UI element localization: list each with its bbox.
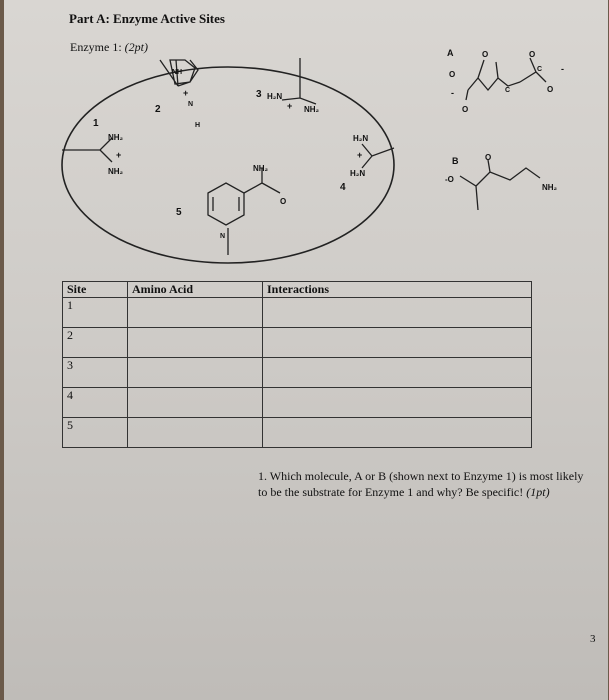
site5-oxygen: O	[280, 197, 287, 206]
site1-number: 1	[93, 118, 99, 129]
page-title: Part A: Enzyme Active Sites	[69, 11, 225, 26]
molecule-a-carbon-2: C	[537, 66, 543, 73]
site-number-cell: 5	[63, 418, 128, 448]
enzyme-diagram	[0, 0, 609, 280]
site4-top-amine: H₂N	[353, 134, 369, 143]
table-header-row	[63, 282, 532, 298]
site2-nh: NH	[172, 69, 183, 76]
interactions-cell[interactable]	[263, 418, 532, 448]
enzyme-points: (2pt)	[124, 40, 148, 54]
molecule-b-oxygen: O	[485, 153, 492, 162]
amino-acid-cell[interactable]	[128, 388, 263, 418]
site2-charge: +	[183, 88, 189, 98]
molecule-a-oxygen-3: O	[462, 105, 469, 114]
molecule-a-charge-2: -	[561, 64, 564, 74]
site-number-cell: 3	[63, 358, 128, 388]
header-amino-acid: Amino Acid	[128, 282, 263, 298]
site4-charge: +	[357, 150, 363, 160]
site2-number: 2	[155, 104, 161, 115]
amino-acid-cell[interactable]	[128, 418, 263, 448]
amino-acid-cell[interactable]	[128, 358, 263, 388]
site-number-cell: 1	[63, 298, 128, 328]
interactions-cell[interactable]	[263, 328, 532, 358]
amino-acid-cell[interactable]	[128, 328, 263, 358]
header-interactions: Interactions	[263, 282, 532, 298]
site3-number: 3	[256, 89, 262, 100]
site5-amide-nh2: NH₂	[253, 164, 269, 173]
table-row	[63, 328, 532, 358]
site3-charge: +	[287, 101, 293, 111]
table-row	[63, 298, 532, 328]
molecule-a-carbon-1: C	[505, 87, 511, 94]
table-row	[63, 388, 532, 418]
site-number-cell: 4	[63, 388, 128, 418]
molecule-b-amine: NH₂	[542, 183, 558, 192]
site4-bottom-amine: H₂N	[350, 169, 366, 178]
question-text	[258, 468, 588, 500]
molecule-a-oxygen-4: O	[529, 50, 536, 59]
site5-number: 5	[176, 207, 182, 218]
site2-n: N	[188, 101, 194, 108]
sites-table	[62, 281, 532, 448]
page-number: 3	[590, 633, 596, 645]
question-body: 1. Which molecule, A or B (shown next to Enzyme 1) is most likely to be the substrate for Enzyme 1 and why? Be specific!	[258, 469, 584, 499]
molecule-a-oxygen-5: O	[547, 85, 554, 94]
amino-acid-cell[interactable]	[128, 298, 263, 328]
table-row	[63, 418, 532, 448]
question-points: (1pt)	[526, 485, 550, 499]
site4-number: 4	[340, 182, 346, 193]
molecule-b-carboxylate: -O	[445, 175, 454, 184]
molecule-a-oxygen-1: O	[449, 70, 456, 79]
site1-charge: +	[116, 150, 122, 160]
site-number-cell: 2	[63, 328, 128, 358]
molecule-a-oxygen-2: O	[482, 50, 489, 59]
site2-h: H	[195, 122, 201, 129]
interactions-cell[interactable]	[263, 388, 532, 418]
header-site: Site	[63, 282, 128, 298]
molecule-a-label: A	[447, 48, 454, 58]
interactions-cell[interactable]	[263, 298, 532, 328]
site3-left-amine: H₂N	[267, 92, 283, 101]
site5-nitrogen: N	[220, 233, 226, 240]
site3-right-amine: NH₂	[304, 105, 320, 114]
site1-top-amine: NH₂	[108, 133, 124, 142]
site1-bottom-amine: NH₂	[108, 167, 124, 176]
table-row	[63, 358, 532, 388]
molecule-b-label: B	[452, 156, 459, 166]
enzyme-name: Enzyme 1:	[70, 40, 122, 54]
interactions-cell[interactable]	[263, 358, 532, 388]
molecule-a-charge-1: -	[451, 88, 454, 98]
